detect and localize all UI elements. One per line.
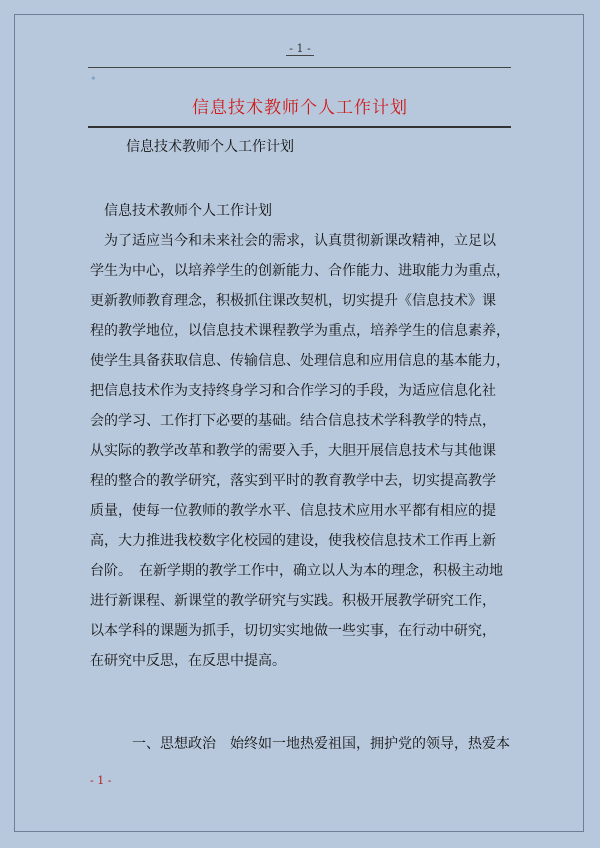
body-line: 学生为中心，以培养学生的创新能力、合作能力、进取能力为重点， [90,263,510,279]
body-line: 台阶。 在新学期的教学工作中，确立以人为本的理念，积极主动地 [90,563,503,579]
body-line: 进行新课程、新课堂的教学研究与实践。积极开展教学研究工作， [90,593,496,609]
footer-page-number: - 1 - [90,774,112,787]
header-rule [88,67,511,68]
body-line: 程的整合的教学研究，落实到平时的教育教学中去，切实提高教学 [90,473,496,489]
header-page-number: - 1 - [0,42,600,55]
body-line: 以本学科的课题为抓手，切切实实地做一些实事，在行动中研究， [90,623,496,639]
body-line: 从实际的教学改革和教学的需要入手，大胆开展信息技术与其他课 [90,443,496,459]
body-line: 更新教师教育理念，积极抓住课改契机，切实提升《信息技术》课 [90,293,496,309]
body-line: 质量，使每一位教师的教学水平、信息技术应用水平都有相应的提 [90,503,496,519]
document-title: 信息技术教师个人工作计划 [192,98,408,118]
document-subtitle: 信息技术教师个人工作计划 [126,139,294,155]
body-line: 高，大力推进我校数字化校园的建设，使我校信息技术工作再上新 [90,533,496,549]
body-line: 会的学习、工作打下必要的基础。结合信息技术学科教学的特点， [90,413,496,429]
section-one-line: 一、思想政治 始终如一地热爱祖国，拥护党的领导，热爱本 [132,736,510,752]
body-line: 程的教学地位，以信息技术课程教学为重点，培养学生的信息素养， [90,323,510,339]
body-line: 为了适应当今和未来社会的需求，认真贯彻新课改精神，立足以 [104,233,496,249]
body-text [90,226,512,676]
body-line: 把信息技术作为支持终身学习和合作学习的手段，为适应信息化社 [90,383,496,399]
section-heading: 信息技术教师个人工作计划 [104,203,272,219]
star-icon: ✦ [90,74,97,83]
body-line: 在研究中反思，在反思中提高。 [90,653,286,669]
title-rule [88,126,511,128]
body-line: 使学生具备获取信息、传输信息、处理信息和应用信息的基本能力， [90,353,510,369]
